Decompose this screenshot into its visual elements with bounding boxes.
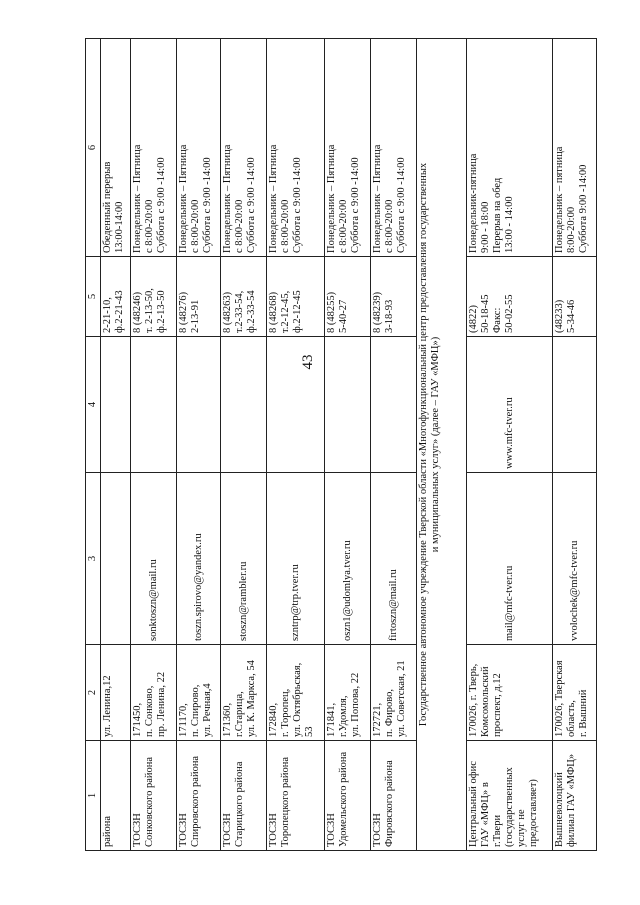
cell-line: 171450,	[132, 702, 143, 737]
table-cell	[325, 337, 371, 473]
column-header: 6	[86, 39, 101, 257]
cell-line: ул. Речная,4	[202, 683, 213, 737]
cell-line: (4822)	[468, 305, 479, 333]
cell-line: Спировского района	[190, 755, 201, 847]
cell-line: ул. Советская, 21	[396, 660, 407, 737]
column-header: 5	[86, 257, 101, 337]
cell-line: района	[102, 815, 113, 847]
table-cell	[267, 39, 325, 257]
cell-line: с 8:00-20:00	[234, 199, 245, 253]
column-header: 1	[86, 741, 101, 851]
cell-line: филиал ГАУ «МФЦ»	[566, 753, 577, 847]
table-cell	[553, 337, 597, 473]
table-cell	[467, 741, 553, 851]
cell-line: Понедельник – Пятница	[372, 144, 383, 253]
cell-line: 13:00-14:00	[114, 201, 125, 253]
table-cell: oszn1@udomlya.tver.ru	[325, 473, 371, 645]
cell-line: Понедельник – Пятница	[178, 144, 189, 253]
table-row	[467, 39, 553, 851]
cell-line: Обеденный перерыв	[102, 161, 113, 253]
table-cell	[267, 741, 325, 851]
table-cell	[267, 337, 325, 473]
cell-line: 170026, г. Тверь,	[468, 663, 479, 737]
cell-line: Понедельник – Пятница	[222, 144, 233, 253]
page-number: 43	[300, 354, 316, 370]
cell-line: с 8:00-20:00	[338, 199, 349, 253]
cell-line: Старицкого района	[234, 761, 245, 847]
table-cell	[177, 741, 221, 851]
cell-line: г.Удомля,	[338, 695, 349, 737]
table-cell	[325, 257, 371, 337]
table-cell	[371, 337, 417, 473]
cell-line: ТОСЗН	[178, 813, 189, 847]
table-cell	[221, 741, 267, 851]
cell-line: т. 2-13-50,	[144, 288, 155, 333]
cell-line: 171841,	[326, 702, 337, 737]
cell-line: ул. К. Маркса, 54	[246, 660, 257, 737]
cell-line: 8:00-20:00	[566, 206, 577, 253]
contacts-table	[85, 38, 597, 851]
table-cell: stoszn@rambler.ru	[221, 473, 267, 645]
table-cell	[177, 337, 221, 473]
table-cell	[221, 39, 267, 257]
section-heading	[417, 39, 467, 851]
table-cell	[553, 39, 597, 257]
cell-line: Понедельник – пятница	[554, 146, 565, 253]
cell-line: Суббота с 9:00 -14:00	[292, 157, 303, 253]
cell-line: ТОСЗН	[326, 813, 337, 847]
cell-line: 171360,	[222, 702, 233, 737]
cell-line: с 8:00-20:00	[384, 199, 395, 253]
cell-line: 5-40-27	[338, 299, 349, 333]
table-cell	[267, 645, 325, 741]
cell-line: Центральный офис	[468, 761, 479, 847]
cell-line: область,	[566, 700, 577, 737]
cell-line: (48233)	[554, 299, 565, 333]
section-heading-row	[417, 39, 467, 851]
table-cell: vvolochek@mfc-tver.ru	[553, 473, 597, 645]
table-cell	[325, 645, 371, 741]
column-header: 4	[86, 337, 101, 473]
cell-line: предоставляет)	[528, 779, 539, 847]
cell-line: ф.2-12-45	[292, 290, 303, 333]
cell-line: г. Вышний	[578, 689, 589, 737]
table-cell	[553, 645, 597, 741]
table-cell	[467, 257, 553, 337]
table-row	[371, 39, 417, 851]
cell-line: Вышневолоцкий	[554, 772, 565, 847]
cell-line: с 8:00-20:00	[190, 199, 201, 253]
cell-line: 13:00 - 14:00	[504, 196, 515, 253]
table-cell	[371, 741, 417, 851]
table-cell	[371, 257, 417, 337]
cell-line: 171170,	[178, 703, 189, 737]
cell-line: 9:00 - 18:00	[480, 201, 491, 253]
cell-line: Понедельник – Пятница	[132, 144, 143, 253]
table-cell	[371, 39, 417, 257]
table-cell	[101, 645, 131, 741]
table-cell	[131, 257, 177, 337]
column-number-row	[86, 39, 101, 851]
cell-line: 8 (48268)	[268, 291, 279, 333]
cell-line: ул. Ленина,12	[102, 675, 113, 737]
table-cell	[467, 645, 553, 741]
column-header: 3	[86, 473, 101, 645]
cell-line: Сонковского района	[144, 756, 155, 847]
cell-line: г. Торопец,	[280, 688, 291, 737]
table-row	[553, 39, 597, 851]
cell-line: 3-18-93	[384, 299, 395, 333]
cell-line: Суббота 9:00 -14:00	[578, 164, 589, 253]
cell-line: Фировского района	[384, 760, 395, 847]
cell-line: Суббота с 9:00 -14:00	[350, 157, 361, 253]
cell-line: 2-13-91	[190, 299, 201, 333]
table-cell	[221, 257, 267, 337]
cell-line: Удомельского района	[338, 751, 349, 847]
table-cell	[325, 741, 371, 851]
cell-line: 172840,	[268, 702, 279, 737]
table-cell	[325, 39, 371, 257]
cell-line: пр. Ленина, 22	[156, 671, 167, 737]
table-cell	[553, 257, 597, 337]
cell-line: 53	[304, 726, 315, 737]
table-cell	[221, 337, 267, 473]
cell-line: Понедельник – Пятница	[268, 144, 279, 253]
cell-line: Понедельник – Пятница	[326, 144, 337, 253]
table-cell	[131, 39, 177, 257]
table-row	[131, 39, 177, 851]
table-cell	[101, 39, 131, 257]
cell-line: 50-02-55	[504, 294, 515, 333]
table-cell	[467, 39, 553, 257]
table-cell: toszn.spirovo@yandex.ru	[177, 473, 221, 645]
cell-line: 50-18-45	[480, 294, 491, 333]
cell-line: ф.2-21-43	[114, 290, 125, 333]
table-row	[101, 39, 131, 851]
table-cell	[131, 645, 177, 741]
table-cell	[101, 337, 131, 473]
cell-line: т.2-33-54,	[234, 290, 245, 333]
cell-line: 172721,	[372, 702, 383, 737]
table-cell: szntrp@trp.tver.ru	[267, 473, 325, 645]
table-cell	[131, 741, 177, 851]
cell-line: 2-21-10,	[102, 297, 113, 333]
cell-line: Факс:	[492, 307, 503, 333]
cell-line: п. Фирово,	[384, 688, 395, 737]
cell-line: ф.2-13-50	[156, 290, 167, 333]
cell-line: г.Старица,	[234, 691, 245, 737]
table-cell	[131, 337, 177, 473]
table-cell	[267, 257, 325, 337]
cell-line: с 8:00-20:00	[280, 199, 291, 253]
cell-line: услуг не	[516, 809, 527, 847]
table-cell	[101, 473, 131, 645]
cell-line: с 8:00-20:00	[144, 199, 155, 253]
cell-line: п. Сонково,	[144, 685, 155, 737]
table-cell	[553, 741, 597, 851]
table-row	[325, 39, 371, 851]
cell-line: Комсомольский	[480, 666, 491, 737]
cell-line: ТОСЗН	[372, 813, 383, 847]
cell-line: п. Спирово,	[190, 684, 201, 737]
cell-line: Государственное автономное учреждение Тверской области «Многофункциональный центр предоставления государственных	[418, 162, 429, 727]
cell-line: 8 (48263)	[222, 291, 233, 333]
cell-line: ф.2-33-54	[246, 290, 257, 333]
cell-line: 8 (48255)	[326, 291, 337, 333]
table-cell	[101, 257, 131, 337]
table-cell: sonktoszn@mail.ru	[131, 473, 177, 645]
cell-line: 8 (48246)	[132, 291, 143, 333]
table-cell	[371, 645, 417, 741]
cell-line: Суббота с 9:00 -14:00	[156, 157, 167, 253]
cell-line: проспект, д.12	[492, 673, 503, 737]
table-row	[177, 39, 221, 851]
cell-line: ТОСЗН	[268, 813, 279, 847]
cell-line: Суббота с 9:00 -14:00	[202, 157, 213, 253]
cell-line: Перерыв на обед	[492, 177, 503, 253]
cell-line: Суббота с 9:00 -14:00	[246, 157, 257, 253]
table-cell	[177, 39, 221, 257]
cell-line: ул. Попова, 22	[350, 672, 361, 737]
cell-line: г.Твери	[492, 814, 503, 847]
cell-line: 5-34-46	[566, 299, 577, 333]
table-row	[267, 39, 325, 851]
cell-line: (государственных	[504, 767, 515, 847]
table-row	[221, 39, 267, 851]
cell-line: Торопецкого района	[280, 756, 291, 847]
column-header: 2	[86, 645, 101, 741]
cell-line: Суббота с 9:00 -14:00	[396, 157, 407, 253]
cell-line: 8 (48239)	[372, 291, 383, 333]
table-cell	[221, 645, 267, 741]
cell-line: ТОСЗН	[132, 813, 143, 847]
cell-line: и муниципальных услуг» (далее – ГАУ «МФЦ»)	[430, 336, 441, 553]
table-cell	[101, 741, 131, 851]
table-cell: www.mfc-tver.ru	[467, 337, 553, 473]
table-cell: mail@mfc-tver.ru	[467, 473, 553, 645]
cell-line: 8 (48276)	[178, 291, 189, 333]
table-cell	[177, 257, 221, 337]
table-cell: firtoszn@mail.ru	[371, 473, 417, 645]
table-cell	[177, 645, 221, 741]
cell-line: ГАУ «МФЦ» в	[480, 782, 491, 847]
cell-line: 170026, Тверская	[554, 660, 565, 737]
cell-line: ул. Октябрьская,	[292, 662, 303, 737]
cell-line: т.2-12-45,	[280, 290, 291, 333]
cell-line: Понедельник-пятница	[468, 153, 479, 253]
cell-line: ТОСЗН	[222, 813, 233, 847]
rotated-table-sheet	[85, 39, 597, 851]
